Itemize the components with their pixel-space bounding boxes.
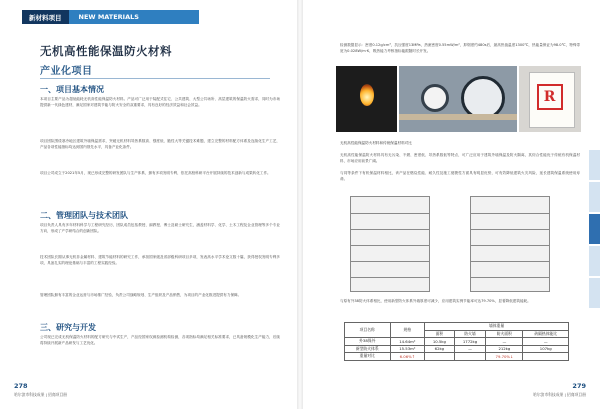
table-cell [454, 353, 486, 361]
paragraph: 无机高性能保温防火材料具有无污染、不燃、密度低、导热系数低等特点，可广泛应用于建筑外墙保温及防火隔离，其综合性能优于传统有机保温材料，市场应用前景广阔。 [340, 153, 580, 163]
table-header: 墙体重量 [425, 323, 569, 331]
floor-line [351, 229, 429, 230]
page-number: 278 [14, 382, 28, 390]
table-cell: — [454, 345, 486, 353]
comparison-table [344, 322, 569, 361]
table-cell [425, 353, 455, 361]
project-title: 无机高性能保温防火材料 [40, 44, 172, 58]
paragraph: 项目团队围绕寒冷地区建筑外墙保温需求，突破无机材料导热系数高、强度低、脆性大等关键技术难题，建立完整的材料配方体系及连续化生产工艺，产品各项性能指标均达到国内领先水平，具备产业化条件。 [40, 139, 280, 149]
table-cell: 62kg [425, 345, 455, 353]
side-tab [589, 278, 600, 308]
table-header: 项目名称 [345, 323, 391, 338]
project-subtitle: 产业化项目 [40, 66, 93, 77]
divider [40, 78, 270, 79]
page-number: 279 [572, 382, 586, 390]
table-cell: 重量对比 [345, 353, 391, 361]
table-cell: — [486, 338, 523, 346]
paragraph: 技术团队长期从事无机非金属材料、建筑节能材料的研究工作，承担国家级及省部级科研项目多项，发表高水平学术论文数十篇，获得授权发明专利多项，具备扎实的理论基础与丰富的工程实践经验。 [40, 255, 280, 265]
certificate-stamp: R [537, 84, 563, 110]
floor-line [471, 245, 549, 246]
paragraph: 与同等条件下有机保温材料相比，该产品在燃烧性能、耐久性及施工便捷性方面具有明显优势，可有效降低建筑火灾风险，延长建筑保温系统使用寿命。 [340, 171, 580, 181]
section-heading-1: 一、项目基本情况 [40, 85, 104, 94]
table-cell: 6.06%↑ [390, 353, 425, 361]
table-cell [523, 353, 569, 361]
floor-line [351, 261, 429, 262]
table-cell: 107kg [523, 345, 569, 353]
section-header [22, 10, 199, 24]
paragraph: 项目负责人具有多年材料科学与工程研究经历，团队成员包括教授、副教授、博士及硕士研究生，涵盖材料学、化学、土木工程及企业管理等多个专业方向，形成了产学研结合的创新团队。 [40, 223, 280, 233]
floor-line [471, 261, 549, 262]
table-header: 规格 [390, 323, 425, 338]
table-header: 面积 [425, 330, 455, 338]
table-cell: — [523, 338, 569, 346]
section-label-en: NEW MATERIALS [69, 10, 199, 24]
comparison-note: 与原有外38防火体系相比，使用新型防火体系外墙厚度可减少，应用建筑实例节能率可达79.70%，显著降低建筑能耗。 [340, 299, 531, 303]
paragraph: 检测数据显示：密度0.12g/cm³，抗压强度13MPa，热流密度0.55mW/m²，抑烟度约480s后，最高热值温度1300℃，热能量保证为98.0℃，特殊带宽为0.028W/m·K，吸热能力考核指标能跟随时长开发。 [340, 43, 580, 53]
right-page [303, 0, 600, 409]
floor-line [351, 277, 429, 278]
floor-line [471, 229, 549, 230]
table-cell: 212kg [486, 345, 523, 353]
flame-image [360, 84, 374, 106]
building-frame [470, 196, 550, 292]
side-tab [589, 246, 600, 276]
section-heading-3: 三、研究与开发 [40, 323, 96, 332]
table-cell: 新型防火体系 [345, 345, 391, 353]
side-tab-active [589, 214, 600, 244]
floor-line [471, 213, 549, 214]
table-row [345, 345, 569, 353]
section-label: 新材料项目 [22, 10, 69, 24]
table-cell: 15.53m² [390, 345, 425, 353]
section-heading-2: 二、管理团队与技术团队 [40, 211, 128, 220]
left-page [0, 0, 297, 409]
building-diagram [340, 192, 570, 292]
table-cell: 外38保外 [345, 338, 391, 346]
floor-line [351, 245, 429, 246]
table-cell: 10.5kg [425, 338, 455, 346]
publication-name: 哈尔滨市科技成果 | 招商项目册 [14, 392, 68, 397]
floor-line [351, 213, 429, 214]
paragraph: 本项目主要产品为超低能耗无机高性能保温防火材料。产品可广泛用于装配式住宅、公共建筑、大型公共场所、高层建筑的保温防火需求，同时为市场提供新一代绿色建材，满足国家对建筑节能与防火安全的双重要求，具有良好的经济效益和社会效益。 [40, 97, 280, 107]
table-cell: 14.64m² [390, 338, 425, 346]
table-header: 防火面积 [486, 330, 523, 338]
flame-test-photo [336, 66, 397, 132]
photo-strip [336, 66, 581, 132]
table-header: 防火墙 [454, 330, 486, 338]
table-row [345, 353, 569, 361]
publication-name: 哈尔滨市科技成果 | 招商项目册 [532, 392, 586, 397]
side-tab [589, 150, 600, 180]
table-header: 砖隔热体能比 [523, 330, 569, 338]
table-cell: 79.70%↓ [486, 353, 523, 361]
gauge-test-photo [399, 66, 516, 132]
floor-line [471, 277, 549, 278]
paragraph: 管理团队拥有丰富的企业运营与市场推广经验，负责公司战略规划、生产组织及产品销售，为项目的产业化推进提供有力保障。 [40, 293, 242, 297]
paragraph: 公司现已完成无机保温防火材料的配方研究与中试生产，产品经国家权威检测机构检测，各项指标均满足相关标准要求，已具备规模化生产能力，后续将持续开展新产品研发与工艺优化。 [40, 335, 280, 345]
side-tab [589, 182, 600, 212]
paragraph: 项目公司成立于2021年5月，现已形成完整的研发团队与生产体系，拥有多项发明专利，依托高校科研平台开展持续的技术创新与成果转化工作。 [40, 171, 271, 175]
certificate-photo [519, 66, 581, 132]
table-row [345, 338, 569, 346]
figure-caption: 无机高性能保温防火材料和传统保温材料对比 [340, 141, 412, 145]
pressure-gauge-image [421, 84, 449, 112]
pipe-image [399, 114, 516, 120]
table-cell: 1772kg [454, 338, 486, 346]
building-frame [350, 196, 430, 292]
